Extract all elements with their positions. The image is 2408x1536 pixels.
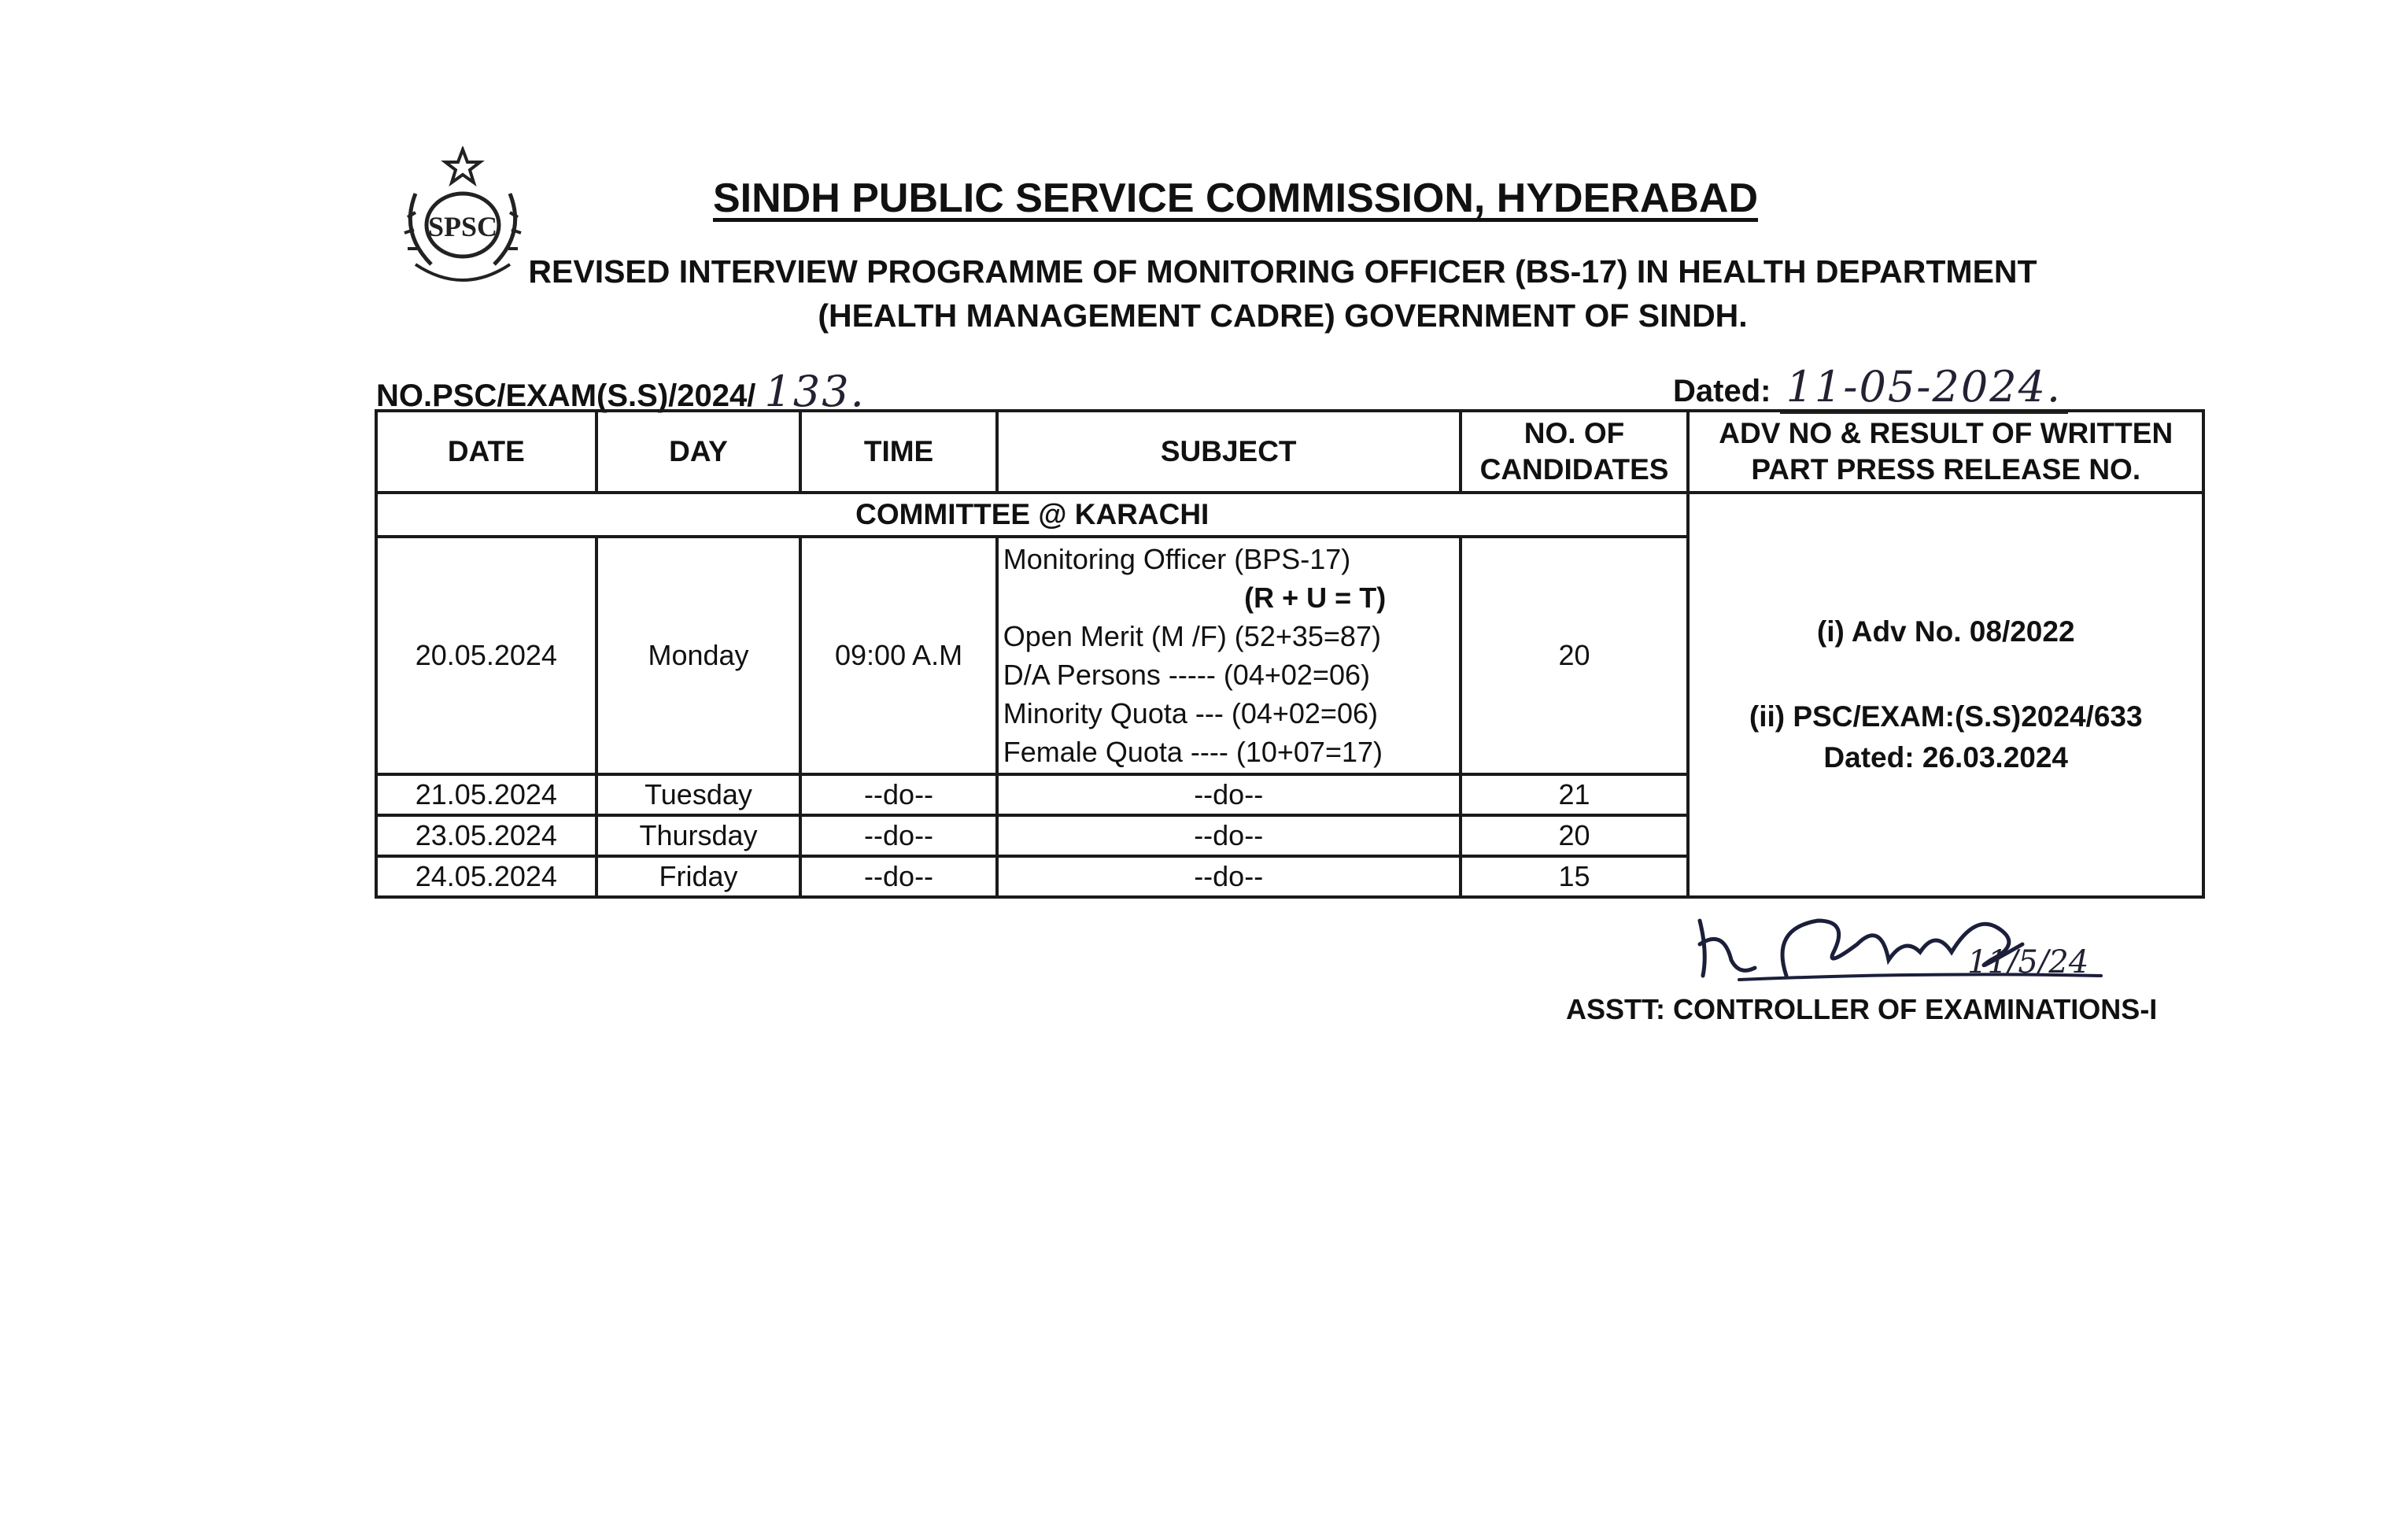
subtitle-line-1: REVISED INTERVIEW PROGRAMME OF MONITORING OFFICER (BS-17) IN HEALTH DEPARTMENT xyxy=(528,253,2037,290)
cell-subject xyxy=(997,537,1461,774)
header-date: DATE xyxy=(376,411,596,493)
subject-formula: (R + U = T) xyxy=(1244,582,1387,614)
header-subject: SUBJECT xyxy=(997,411,1461,493)
cell-day: Friday xyxy=(596,856,801,897)
adv-cell xyxy=(1688,493,2203,897)
adv-line-3: Dated: 26.03.2024 xyxy=(1823,741,2069,774)
cell-date: 24.05.2024 xyxy=(376,856,596,897)
cell-day: Monday xyxy=(596,537,801,774)
header-day: DAY xyxy=(596,411,801,493)
svg-text:SPSC: SPSC xyxy=(427,211,498,242)
cell-time: --do-- xyxy=(800,774,996,815)
signature xyxy=(1692,897,2164,999)
header-adv: ADV NO & RESULT OF WRITTEN PART PRESS RELEASE NO. xyxy=(1688,411,2203,493)
cell-time: --do-- xyxy=(800,856,996,897)
subtitle-line-2: (HEALTH MANAGEMENT CADRE) GOVERNMENT OF SINDH. xyxy=(818,297,1748,334)
dated-label: Dated: xyxy=(1673,374,1771,408)
quota-open-merit: Open Merit (M /F) (52+35=87) xyxy=(1003,620,1381,652)
cell-subject: --do-- xyxy=(997,774,1461,815)
cell-date: 21.05.2024 xyxy=(376,774,596,815)
committee-row xyxy=(376,493,2203,537)
header-candidates: NO. OF CANDIDATES xyxy=(1461,411,1689,493)
quota-minority: Minority Quota --- (04+02=06) xyxy=(1003,697,1378,729)
dated xyxy=(1673,362,2068,412)
header-time: TIME xyxy=(800,411,996,493)
cell-subject: --do-- xyxy=(997,815,1461,856)
quota-da-persons: D/A Persons ----- (04+02=06) xyxy=(1003,659,1370,691)
cell-candidates: 15 xyxy=(1461,856,1689,897)
signature-date: 11/5/24 xyxy=(1967,944,2089,980)
cell-candidates: 20 xyxy=(1461,815,1689,856)
reference-number-label: NO.PSC/EXAM(S.S)/2024/ xyxy=(376,378,756,413)
table-header-row xyxy=(376,411,2203,493)
cell-time: 09:00 A.M xyxy=(800,537,996,774)
dated-handwritten: 11-05-2024. xyxy=(1780,362,2069,414)
cell-subject: --do-- xyxy=(997,856,1461,897)
cell-day: Tuesday xyxy=(596,774,801,815)
cell-date: 23.05.2024 xyxy=(376,815,596,856)
subject-title: Monitoring Officer (BPS-17) xyxy=(1003,543,1351,575)
designation: ASSTT: CONTROLLER OF EXAMINATIONS-I xyxy=(1566,993,2158,1025)
reference-number-handwritten: 133. xyxy=(764,367,866,416)
interview-schedule-table xyxy=(375,409,2205,899)
cell-candidates: 20 xyxy=(1461,537,1689,774)
adv-line-2: (ii) PSC/EXAM:(S.S)2024/633 xyxy=(1749,700,2143,733)
quota-female: Female Quota ---- (10+07=17) xyxy=(1003,736,1383,768)
committee-label: COMMITTEE @ KARACHI xyxy=(376,493,1688,537)
cell-time: --do-- xyxy=(800,815,996,856)
page-title: SINDH PUBLIC SERVICE COMMISSION, HYDERABAD xyxy=(712,175,1759,221)
cell-day: Thursday xyxy=(596,815,801,856)
cell-candidates: 21 xyxy=(1461,774,1689,815)
adv-line-1: (i) Adv No. 08/2022 xyxy=(1816,615,2075,648)
cell-date: 20.05.2024 xyxy=(376,537,596,774)
